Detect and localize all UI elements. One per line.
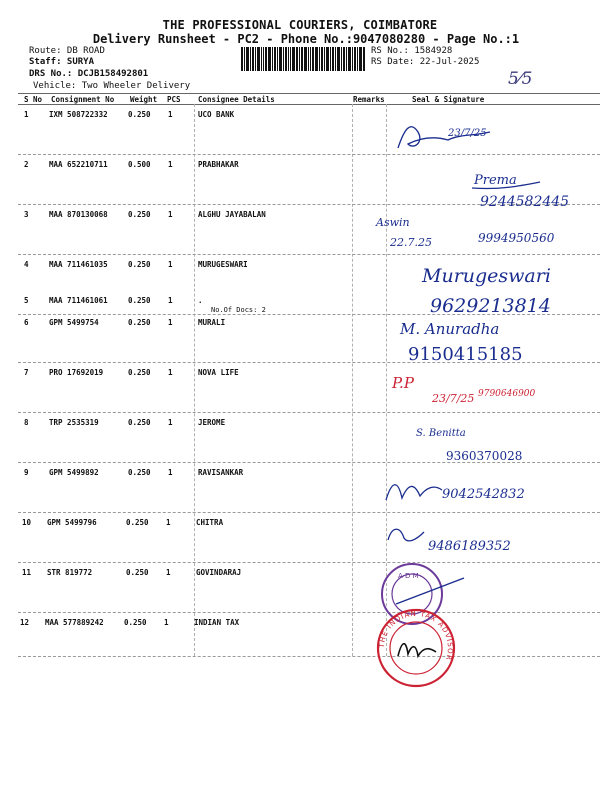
weight: 0.250 xyxy=(124,618,147,627)
sno: 7 xyxy=(24,368,29,377)
svg-text:5⁄5: 5⁄5 xyxy=(508,69,533,89)
vehicle-label: Vehicle: Two Wheeler Delivery xyxy=(33,81,191,91)
weight: 0.250 xyxy=(128,318,151,327)
row-separator xyxy=(18,656,600,657)
consignment-no: MAA 577889242 xyxy=(45,618,104,627)
pcs: 1 xyxy=(166,568,171,577)
col-pcs: PCS xyxy=(167,95,181,104)
header-top-rule xyxy=(18,93,600,94)
consignment-no: GPM 5499754 xyxy=(49,318,99,327)
consignee: MURALI xyxy=(198,318,226,327)
col-remarks: Remarks xyxy=(353,95,385,104)
docs-note: No.Of Docs: 2 xyxy=(211,306,266,314)
pcs: 1 xyxy=(166,518,171,527)
svg-text:Prema: Prema xyxy=(474,173,517,188)
col-sno: S No xyxy=(24,95,43,104)
svg-text:A D M: A D M xyxy=(398,572,419,580)
svg-text:Murugeswari: Murugeswari xyxy=(422,265,551,287)
staff-label: Staff: SURYA xyxy=(29,57,95,67)
col-consignment: Consignment No xyxy=(51,95,115,104)
consignment-no: MAA 711461035 xyxy=(49,260,108,269)
rs-date: RS Date: 22-Jul-2025 xyxy=(371,57,480,67)
svg-text:9994950560: 9994950560 xyxy=(478,231,555,245)
pcs: 1 xyxy=(168,210,173,219)
pcs: 1 xyxy=(168,260,173,269)
consignee: CHITRA xyxy=(196,518,224,527)
route-label: Route: DB ROAD xyxy=(29,46,105,56)
col-consignee: Consignee Details xyxy=(198,95,275,104)
weight: 0.250 xyxy=(128,418,151,427)
consignee: JEROME xyxy=(198,418,226,427)
svg-text:9629213814: 9629213814 xyxy=(430,295,551,317)
divider-consignee xyxy=(194,104,195,656)
svg-text:23/7/25: 23/7/25 xyxy=(448,128,487,139)
signature-9 xyxy=(382,470,562,514)
signature-2 xyxy=(470,166,595,211)
consignee: . xyxy=(198,296,203,305)
handwritten-count xyxy=(506,64,556,92)
weight: 0.250 xyxy=(128,368,151,377)
svg-text:Aswin: Aswin xyxy=(376,216,410,229)
svg-text:S. Benitta: S. Benitta xyxy=(416,428,466,439)
company-title: THE PROFESSIONAL COURIERS, COIMBATORE xyxy=(162,18,438,32)
row-separator xyxy=(18,612,600,613)
divider-remarks xyxy=(352,104,353,656)
consignee: UCO BANK xyxy=(198,110,235,119)
svg-text:9790646900: 9790646900 xyxy=(478,389,536,399)
row-separator xyxy=(18,562,600,563)
drs-number: DRS No.: DCJB158492801 xyxy=(29,69,149,79)
rs-number: RS No.: 1584928 xyxy=(371,46,453,56)
svg-text:9486189352: 9486189352 xyxy=(428,539,511,554)
svg-text:9360370028: 9360370028 xyxy=(446,449,523,463)
consignment-no: STR 819772 xyxy=(47,568,93,577)
signature-10 xyxy=(380,518,540,558)
consignment-no: TRP 2535319 xyxy=(49,418,99,427)
svg-text:9244582445: 9244582445 xyxy=(480,194,570,210)
sno: 8 xyxy=(24,418,29,427)
consignee: RAVISANKAR xyxy=(198,468,244,477)
pcs: 1 xyxy=(164,618,169,627)
sno: 10 xyxy=(22,518,32,527)
svg-text:22.7.25: 22.7.25 xyxy=(390,236,432,249)
svg-text:P.P: P.P xyxy=(392,374,414,392)
consignment-no: GPM 5499796 xyxy=(47,518,97,527)
col-seal: Seal & Signature xyxy=(412,95,485,104)
signature-8 xyxy=(412,420,562,464)
indian-tax-stamp xyxy=(372,604,462,692)
signature-1 xyxy=(390,110,510,160)
row-separator xyxy=(18,154,600,155)
svg-text:23/7/25: 23/7/25 xyxy=(432,392,475,405)
consignee: INDIAN TAX xyxy=(194,618,240,627)
consignment-no: PRO 17692019 xyxy=(49,368,104,377)
sno: 3 xyxy=(24,210,29,219)
svg-text:9042542832: 9042542832 xyxy=(442,487,525,502)
signature-4 xyxy=(420,258,551,290)
pcs: 1 xyxy=(168,368,173,377)
consignment-no: IXM 508722332 xyxy=(49,110,108,119)
sno: 6 xyxy=(24,318,29,327)
consignee: MURUGESWARI xyxy=(198,260,248,269)
weight: 0.250 xyxy=(128,260,151,269)
sno: 4 xyxy=(24,260,29,269)
weight: 0.250 xyxy=(128,296,151,305)
consignee: GOVINDARAJ xyxy=(196,568,242,577)
consignment-no: MAA 711461061 xyxy=(49,296,108,305)
runsheet-title: Delivery Runsheet - PC2 - Phone No.:9047080280 - Page No.:1 xyxy=(92,32,520,46)
weight: 0.250 xyxy=(126,518,149,527)
consignment-no: MAA 870130068 xyxy=(49,210,108,219)
signature-6 xyxy=(398,316,558,364)
svg-text:M. Anuradha: M. Anuradha xyxy=(400,320,500,338)
sno: 1 xyxy=(24,110,29,119)
sno: 5 xyxy=(24,296,29,305)
svg-text:THE INDIAN TAX ADVISOR: THE INDIAN TAX ADVISOR xyxy=(377,609,455,662)
consignment-no: MAA 652210711 xyxy=(49,160,108,169)
pcs: 1 xyxy=(168,110,173,119)
row-separator xyxy=(18,412,600,413)
pcs: 1 xyxy=(168,296,173,305)
pcs: 1 xyxy=(168,318,173,327)
weight: 0.250 xyxy=(126,568,149,577)
consignment-no: GPM 5499892 xyxy=(49,468,99,477)
signature-7 xyxy=(388,364,568,408)
weight: 0.250 xyxy=(128,468,151,477)
row-separator xyxy=(18,254,600,255)
signature-3 xyxy=(370,212,560,254)
consignee: PRABHAKAR xyxy=(198,160,239,169)
sno: 11 xyxy=(22,568,32,577)
consignee: NOVA LIFE xyxy=(198,368,239,377)
sno: 2 xyxy=(24,160,29,169)
pcs: 1 xyxy=(168,468,173,477)
weight: 0.500 xyxy=(128,160,151,169)
pcs: 1 xyxy=(168,418,173,427)
weight: 0.250 xyxy=(128,210,151,219)
pcs: 1 xyxy=(168,160,173,169)
sno: 9 xyxy=(24,468,29,477)
weight: 0.250 xyxy=(128,110,151,119)
sno: 12 xyxy=(20,618,30,627)
svg-text:9150415185: 9150415185 xyxy=(408,344,523,365)
col-weight: Weight xyxy=(130,95,158,104)
barcode xyxy=(241,47,366,71)
consignee: ALGHU JAYABALAN xyxy=(198,210,266,219)
header-bottom-rule xyxy=(18,104,600,105)
